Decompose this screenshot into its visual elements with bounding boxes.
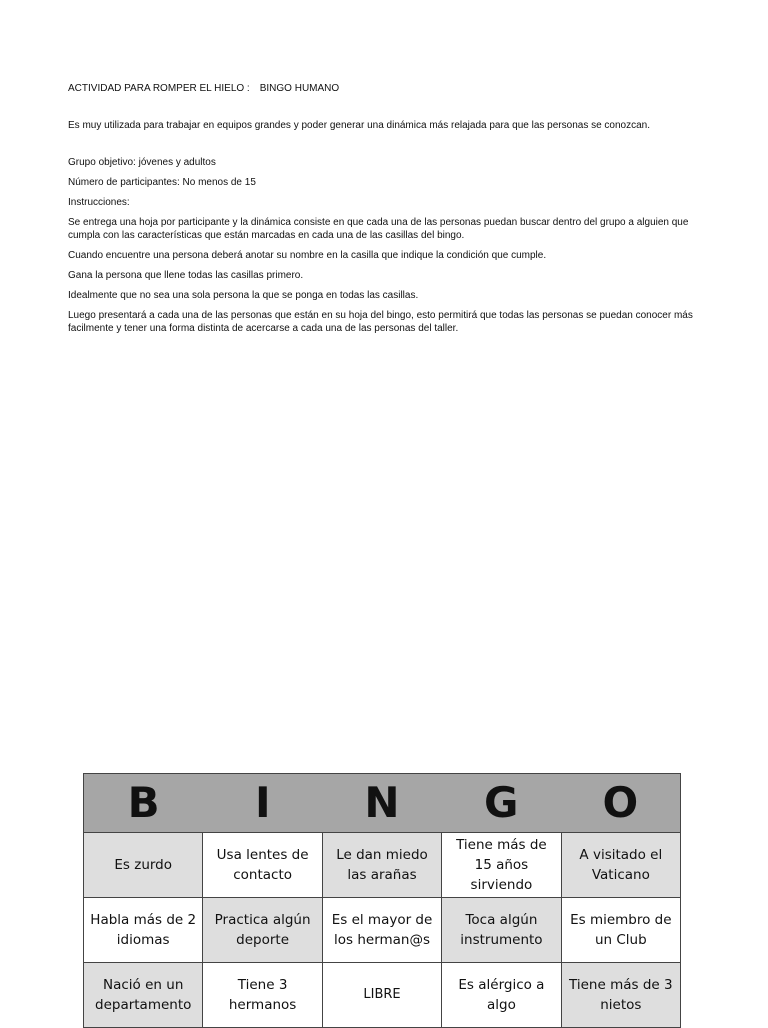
bingo-cell: Es miembro de un Club [570, 912, 672, 948]
instruction-paragraph: Gana la persona que llene todas las casillas primero. [68, 270, 304, 281]
bingo-cell: Tiene más de 3 nietos [562, 963, 680, 1027]
participants-count: Número de participantes: No menos de 15 [68, 177, 256, 188]
bingo-cell: Nació en un departamento [84, 963, 203, 1027]
title-left: ACTIVIDAD PARA ROMPER EL HIELO : [68, 83, 250, 94]
bingo-letter-i: I [254, 778, 271, 827]
bingo-cell-free: LIBRE [323, 963, 442, 1027]
bingo-cell: Es zurdo [84, 833, 203, 897]
bingo-letter-o: O [602, 778, 639, 827]
bingo-cell: Es el mayor de los herman@s [323, 898, 442, 962]
bingo-row [84, 898, 680, 963]
title-right: BINGO HUMANO [259, 83, 340, 94]
instruction-paragraph: Se entrega una hoja por participante y la dinámica consiste en que cada una de las personas puedan buscar dentro del grupo a alguien que cumpla con las características que están marcadas en cada una de las casillas del bingo. [68, 217, 689, 241]
target-group: Grupo objetivo: jóvenes y adultos [68, 157, 216, 168]
bingo-cell: Habla más de 2 idiomas [84, 898, 203, 962]
instruction-paragraph: Cuando encuentre una persona deberá anotar su nombre en la casilla que indique la condición que cumple. [68, 250, 547, 261]
bingo-cell: Toca algún instrumento [442, 898, 561, 962]
bingo-cell: Tiene 3 hermanos [203, 963, 322, 1027]
bingo-cell: Le dan miedo las arañas [323, 833, 442, 897]
bingo-cell: Usa lentes de contacto [203, 833, 322, 897]
intro-paragraph: Es muy utilizada para trabajar en equipos grandes y poder generar una dinámica más relajada para que las personas se conozcan. [68, 120, 651, 131]
instructions-heading: Instrucciones: [68, 197, 130, 208]
bingo-cell: Tiene más de 15 años sirviendo [442, 833, 561, 897]
bingo-letter-g: G [483, 778, 519, 827]
bingo-cell: A visitado el Vaticano [562, 833, 680, 897]
bingo-header [84, 774, 680, 833]
instruction-paragraph: Luego presentará a cada una de las personas que están en su hoja del bingo, esto permitirá que todas las personas se puedan conocer más facilmente y tener una forma distinta de acercarse a cada una de las personas del taller. [68, 310, 693, 334]
instruction-paragraph: Idealmente que no sea una sola persona la que se ponga en todas las casillas. [68, 290, 419, 301]
bingo-row [84, 963, 680, 1027]
bingo-card [83, 773, 681, 1028]
bingo-letter-n: N [364, 778, 400, 827]
document-body [68, 82, 708, 342]
document-title [68, 82, 708, 95]
bingo-cell: Es alérgico a algo [442, 963, 561, 1027]
bingo-letter-b: B [127, 778, 160, 827]
bingo-row [84, 833, 680, 898]
bingo-cell: Practica algún deporte [203, 898, 322, 962]
